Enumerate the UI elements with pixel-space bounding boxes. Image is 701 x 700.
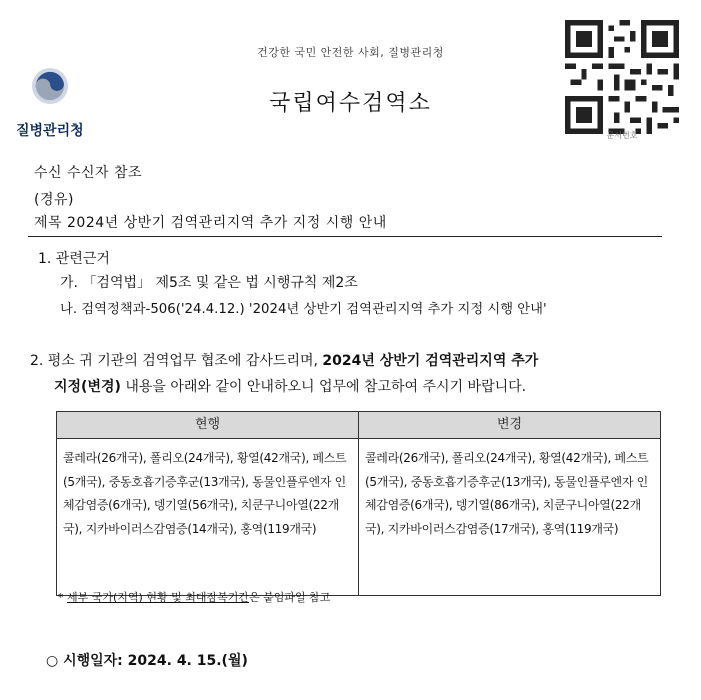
subject-divider [28,236,662,237]
header-changed: 변경 [359,412,661,439]
footnote-underlined: 세부 국가(지역) 현황 및 최대잠복기간 [67,591,249,604]
via-line: (경유) [34,192,74,208]
org-name: 질병관리청 [16,123,84,139]
comparison-table [56,411,661,596]
effective-date: ○ 시행일자: 2024. 4. 15.(월) [46,653,248,669]
qr-caption: 문서번호 [606,131,638,140]
changed-list: 콜레라(26개국), 폴리오(24개국), 황열(42개국), 페스트(5개국), 중동호흡기증후군(13개국), 동물인플루엔자 인체감염증(6개국), 뎅기열(86개국), 치쿤구니아열(22개국), 지카바이러스감염증(17개국), 홍역(119개국) [359,439,661,596]
document-title: 국립여수검역소 [269,91,432,116]
section2-suffix: 내용을 아래와 같이 안내하오니 업무에 참고하여 주시기 바랍니다. [120,379,527,395]
section1-heading: 1. 관련근거 [38,251,110,267]
subject-line: 제목 2024년 상반기 검역관리지역 추가 지정 시행 안내 [34,215,387,231]
section2-line2 [54,376,526,396]
section2-bold1: 2024년 상반기 검역관리지역 추가 [322,353,539,369]
section2-line1 [30,350,538,370]
recipient-line: 수신 수신자 참조 [34,165,143,181]
section1-item-a: 가. 「검역법」 제5조 및 같은 법 시행규칙 제2조 [60,275,358,291]
slogan: 건강한 국민 안전한 사회, 질병관리청 [257,46,444,59]
footnote-star: * [58,591,67,604]
footnote [58,589,330,605]
section1-item-b: 나. 검역정책과-506('24.4.12.) '2024년 상반기 검역관리지역 추가 지정 시행 안내' [60,302,547,317]
header-current: 현행 [57,412,359,439]
footnote-rest: 은 붙임파일 참고 [248,591,331,604]
current-list: 콜레라(26개국), 폴리오(24개국), 황열(42개국), 페스트(5개국), 중동호흡기증후군(13개국), 동물인플루엔자 인체감염증(6개국), 뎅기열(56개국), 치쿤구니아열(22개국), 지카바이러스감염증(14개국), 홍역(119개국) [57,439,359,596]
qr-code [565,20,679,134]
section2-bold2: 지정(변경) [54,379,121,395]
section2-prefix: 2. 평소 귀 기관의 검역업무 협조에 감사드리며, [30,353,323,369]
